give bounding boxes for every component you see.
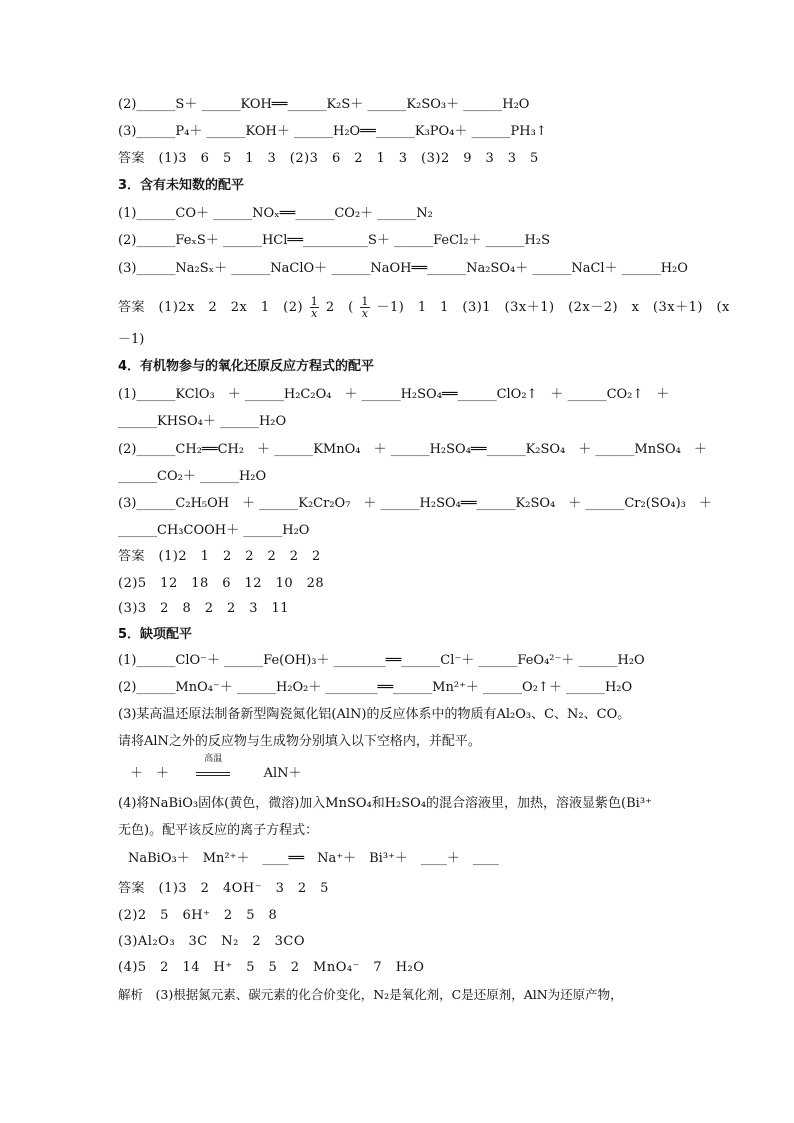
equation-line: ______CH₃COOH＋ ______H₂O [118,523,310,538]
answer-line: 答案 (1)3 2 4OH⁻ 3 2 5 [118,881,329,896]
equation-line: (1)______KClO₃ ＋ ______H₂C₂O₄ ＋ ______H₂SO₄══______ClO₂↑ ＋ ______CO₂↑ ＋ [118,387,670,402]
answer-text: 2 ( [325,300,354,315]
analysis-text: 解析 (3)根据氮元素、碳元素的化合价变化，N₂是氧化剂，C是还原剂，AlN为还原产物， [118,987,623,1002]
question-text: (3)某高温还原法制备新型陶瓷氮化铝(AlN)的反应体系中的物质有Al₂O₃、C、N₂、CO。 [118,707,631,722]
fraction [310,296,320,319]
equation-line: ______KHSO₄＋ ______H₂O [118,414,287,429]
answer-line: (2)5 12 18 6 12 10 28 [118,576,325,591]
fraction-denominator: x [311,307,318,320]
answer-line-with-fraction [118,296,730,319]
answer-line: 答案 (1)2 1 2 2 2 2 2 [118,549,321,564]
answer-line: (4)5 2 14 H⁺ 5 5 2 MnO₄⁻ 7 H₂O [118,960,425,975]
equation-line: (2)______CH₂══CH₂ ＋ ______KMnO₄ ＋ ______H₂SO₄══______K₂SO₄ ＋ ______MnSO₄ ＋ [118,442,707,457]
ionic-equation: NaBiO₃＋ Mn²⁺＋ ____══ Na⁺＋ Bi³⁺＋ ____＋ ____ [128,851,499,866]
plus-signs: ＋ ＋ [130,766,170,781]
equation-line: (1)______CO＋ ______NOₓ══______CO₂＋ ______N₂ [118,206,433,221]
equation-line: ______CO₂＋ ______H₂O [118,469,267,484]
section-heading: 5．缺项配平 [118,627,193,642]
question-text: 无色)。配平该反应的离子方程式： [118,823,319,838]
answer-line: －1) [118,332,145,347]
equation-line: (2)______FeₓS＋ ______HCl══__________S＋ ______FeCl₂＋ ______H₂S [118,233,551,248]
section-heading: 3．含有未知数的配平 [118,178,245,193]
answer-line: 答案 (1)3 6 5 1 3 (2)3 6 2 1 3 (3)2 9 3 3 5 [118,151,539,166]
equation-line: (2)______MnO₄⁻＋ ______H₂O₂＋ ________══______Mn²⁺＋ ______O₂↑＋ ______H₂O [118,680,633,695]
fraction-numerator: 1 [310,295,319,308]
answer-line: (3)Al₂O₃ 3C N₂ 2 3CO [118,934,305,949]
answer-line: (3)3 2 8 2 2 3 11 [118,601,290,616]
fraction-denominator: x [361,307,369,320]
answer-line: (2)2 5 6H⁺ 2 5 8 [118,908,278,923]
equation-line: (2)______S＋ ______KOH══______K₂S＋ ______K₂SO₃＋ ______H₂O [118,97,530,112]
fraction [360,296,370,319]
equation-line: (1)______ClO⁻＋ ______Fe(OH)₃＋ ________══______Cl⁻＋ ______FeO₄²⁻＋ ______H₂O [118,653,645,668]
reaction-condition [193,754,233,783]
product-text: AlN＋ [263,766,302,781]
section-heading: 4．有机物参与的氧化还原反应方程式的配平 [118,359,375,374]
condition-label: 高温 [204,754,223,764]
equals-bar [196,772,230,776]
answer-text: 答案 (1)2x 2 2x 1 (2) [118,300,304,315]
equation-line: (3)______Na₂Sₓ＋ ______NaClO＋ ______NaOH══______Na₂SO₄＋ ______NaCl＋ ______H₂O [118,261,688,276]
fill-in-equation [130,754,302,783]
fraction-numerator: 1 [361,295,369,308]
equation-line: (3)______P₄＋ ______KOH＋ ______H₂O══______K₃PO₄＋ ______PH₃↑ [118,124,547,139]
question-text: 请将AlN之外的反应物与生成物分别填入以下空格内，并配平。 [118,734,481,749]
equation-line: (3)______C₂H₅OH ＋ ______K₂Cr₂O₇ ＋ ______H₂SO₄══______K₂SO₄ ＋ ______Cr₂(SO₄)₃ ＋ [118,496,712,511]
answer-text: －1) 1 1 (3)1 (3x＋1) (2x－2) x (3x＋1) (x [376,300,730,315]
question-text: (4)将NaBiO₃固体(黄色，微溶)加入MnSO₄和H₂SO₄的混合溶液里，加热，溶液显紫色(Bi³⁺ [118,796,652,811]
